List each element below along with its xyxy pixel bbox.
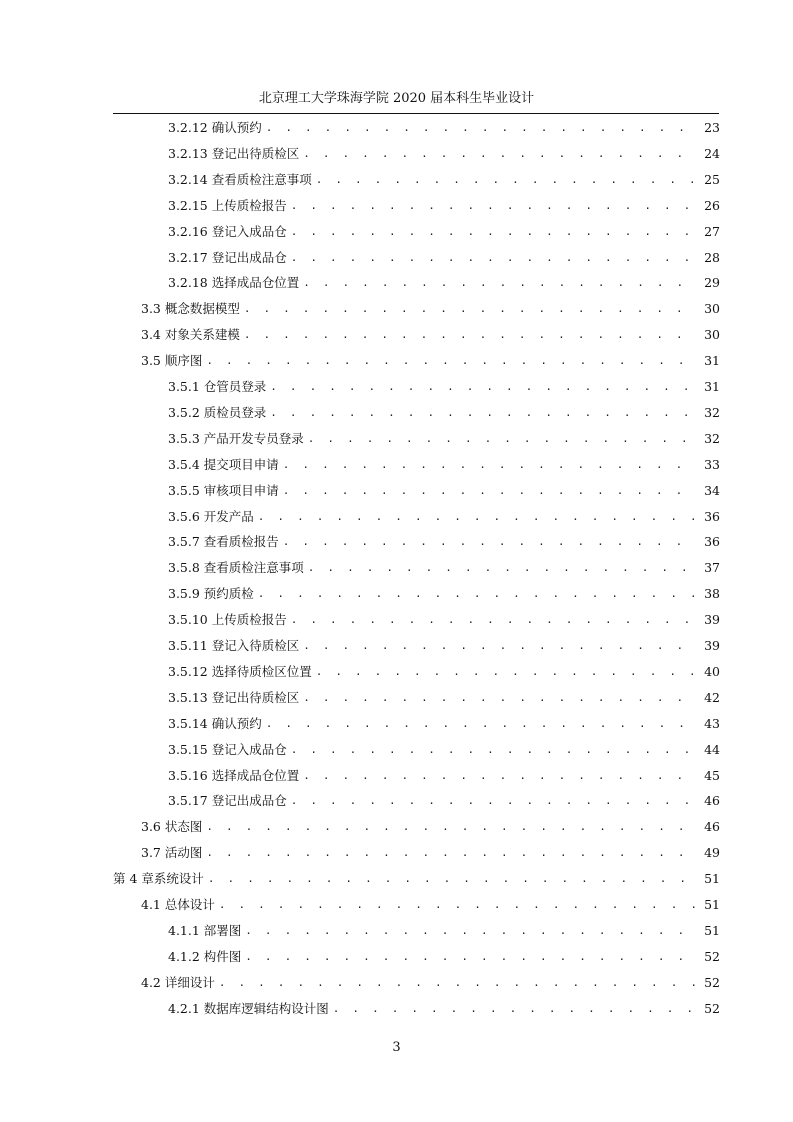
toc-entry-label: 3.5.16 选择成品仓位置 xyxy=(168,767,300,783)
toc-leader-dots xyxy=(283,483,696,499)
toc-entry-label: 3.5 顺序图 xyxy=(141,353,203,369)
toc-entry-label: 3.5.11 登记入待质检区 xyxy=(168,638,300,653)
toc-entry-label: 3.4 对象关系建模 xyxy=(141,327,240,343)
toc-entry[interactable] xyxy=(168,141,720,167)
toc-leader-dots xyxy=(316,172,696,188)
toc-entry-label: 3.5.10 上传质检报告 xyxy=(168,612,287,628)
toc-entry[interactable] xyxy=(141,840,720,866)
toc-leader-dots xyxy=(270,379,696,395)
toc-entry-label: 3.5.9 预约质检 xyxy=(168,586,254,602)
toc-entry-page: 30 xyxy=(704,327,720,343)
toc-entry-page: 37 xyxy=(704,560,720,576)
toc-entry[interactable] xyxy=(168,193,720,219)
toc-entry-label: 3.5.14 确认预约 xyxy=(168,715,262,731)
toc-entry[interactable] xyxy=(168,581,720,607)
toc-entry[interactable] xyxy=(141,892,720,918)
toc-entry-page: 38 xyxy=(704,586,720,602)
toc-entry-page: 31 xyxy=(704,379,720,394)
toc-entry[interactable] xyxy=(168,245,720,271)
toc-leader-dots xyxy=(316,664,696,680)
toc-entry[interactable] xyxy=(168,607,720,633)
toc-entry-label: 4.1.2 构件图 xyxy=(168,948,242,964)
toc-entry[interactable] xyxy=(141,296,720,322)
toc-leader-dots xyxy=(291,224,696,240)
toc-entry-label: 3.7 活动图 xyxy=(141,845,203,861)
toc-entry[interactable] xyxy=(168,659,720,685)
toc-entry-page: 52 xyxy=(704,974,720,990)
toc-entry-label: 3.5.6 开发产品 xyxy=(168,508,254,524)
toc-entry-label: 3.2.17 登记出成品仓 xyxy=(168,249,287,265)
toc-leader-dots xyxy=(266,716,696,732)
toc-entry[interactable] xyxy=(168,219,720,245)
toc-entry[interactable] xyxy=(168,944,720,970)
toc-entry-label: 3.2.14 查看质检注意事项 xyxy=(168,171,312,187)
toc-entry[interactable] xyxy=(168,555,720,581)
toc-leader-dots xyxy=(270,405,696,421)
toc-entry-page: 45 xyxy=(704,767,720,783)
toc-leader-dots xyxy=(291,793,696,809)
toc-entry[interactable] xyxy=(168,788,720,814)
toc-entry-page: 25 xyxy=(704,171,720,187)
toc-entry-page: 51 xyxy=(704,922,720,938)
toc-leader-dots xyxy=(245,949,696,965)
toc-entry-page: 36 xyxy=(704,534,720,550)
toc-leader-dots xyxy=(258,586,696,602)
toc-entry-label: 4.2 详细设计 xyxy=(141,974,215,990)
toc-entry-label: 3.5.15 登记入成品仓 xyxy=(168,741,287,757)
toc-entry-label: 4.1.1 部署图 xyxy=(168,922,242,938)
toc-leader-dots xyxy=(291,198,696,214)
toc-leader-dots xyxy=(303,768,696,784)
toc-entry-label: 3.5.3 产品开发专员登录 xyxy=(168,430,304,446)
toc-entry-label: 3.5.2 质检员登录 xyxy=(168,404,267,420)
toc-leader-dots xyxy=(219,975,696,991)
header-rule xyxy=(113,113,719,114)
toc-entry[interactable] xyxy=(168,763,720,789)
toc-entry[interactable] xyxy=(141,970,720,996)
toc-entry-label: 4.1 总体设计 xyxy=(141,897,215,912)
toc-entry-label: 3.5.17 登记出成品仓 xyxy=(168,793,287,809)
toc-entry[interactable] xyxy=(168,633,720,659)
toc-entry-label: 3.2.15 上传质检报告 xyxy=(168,197,287,213)
toc-entry-label: 3.2.18 选择成品仓位置 xyxy=(168,275,300,291)
toc-entry-page: 46 xyxy=(704,793,720,809)
toc-leader-dots xyxy=(206,353,696,369)
toc-entry[interactable] xyxy=(168,452,720,478)
toc-entry-label: 3.5.13 登记出待质检区 xyxy=(168,689,300,705)
toc-entry-page: 39 xyxy=(704,612,720,628)
toc-leader-dots xyxy=(208,871,696,887)
toc-entry[interactable] xyxy=(141,322,720,348)
toc-entry[interactable] xyxy=(168,737,720,763)
toc-entry-label: 3.6 状态图 xyxy=(141,819,203,835)
toc-entry-label: 3.3 概念数据模型 xyxy=(141,301,240,317)
toc-entry-label: 3.5.5 审核项目申请 xyxy=(168,482,279,498)
toc-entry[interactable] xyxy=(168,400,720,426)
toc-leader-dots xyxy=(283,534,696,550)
toc-entry-page: 51 xyxy=(704,871,720,887)
toc-entry-label: 3.5.12 选择待质检区位置 xyxy=(168,663,312,679)
toc-entry-label: 3.5.7 查看质检报告 xyxy=(168,534,279,550)
toc-entry-label: 第 4 章系统设计 xyxy=(113,871,204,887)
toc-entry-label: 3.5.1 仓管员登录 xyxy=(168,379,267,394)
toc-entry-page: 28 xyxy=(704,249,720,265)
toc-entry[interactable] xyxy=(141,814,720,840)
toc-entry-page: 34 xyxy=(704,482,720,498)
toc-leader-dots xyxy=(303,690,696,706)
toc-leader-dots xyxy=(291,250,696,266)
toc-leader-dots xyxy=(303,638,696,654)
toc-entry-page: 24 xyxy=(704,145,720,161)
toc-entry-page: 30 xyxy=(704,301,720,317)
toc-entry[interactable] xyxy=(168,504,720,530)
toc-entry-label: 3.2.12 确认预约 xyxy=(168,120,262,135)
toc-entry-page: 49 xyxy=(704,845,720,861)
toc-leader-dots xyxy=(219,897,696,913)
toc-entry-label: 4.2.1 数据库逻辑结构设计图 xyxy=(168,1000,329,1016)
toc-entry[interactable] xyxy=(168,711,720,737)
toc-entry-page: 33 xyxy=(704,456,720,472)
toc-leader-dots xyxy=(308,560,696,576)
toc-entry-page: 36 xyxy=(704,508,720,524)
toc-entry[interactable] xyxy=(168,167,720,193)
toc-entry[interactable] xyxy=(168,374,720,400)
toc-entry[interactable] xyxy=(168,426,720,452)
toc-leader-dots xyxy=(303,275,696,291)
toc-entry-page: 31 xyxy=(704,353,720,369)
toc-entry-page: 46 xyxy=(704,819,720,835)
toc-entry-page: 39 xyxy=(704,638,720,653)
toc-leader-dots xyxy=(303,146,696,162)
toc-entry[interactable] xyxy=(168,529,720,555)
toc-leader-dots xyxy=(283,457,696,473)
toc-leader-dots xyxy=(291,742,696,758)
toc-entry[interactable] xyxy=(168,115,720,141)
toc-leader-dots xyxy=(245,923,696,939)
toc-entry[interactable] xyxy=(113,866,720,892)
toc-entry[interactable] xyxy=(141,348,720,374)
toc-leader-dots xyxy=(258,509,696,525)
toc-entry-page: 32 xyxy=(704,430,720,446)
page-number: 3 xyxy=(392,1040,401,1055)
toc-leader-dots xyxy=(206,845,696,861)
toc-entry-page: 26 xyxy=(704,197,720,213)
toc-leader-dots xyxy=(308,431,696,447)
toc-entry-page: 40 xyxy=(704,663,720,679)
toc-leader-dots xyxy=(244,327,696,343)
toc-entry-label: 3.2.16 登记入成品仓 xyxy=(168,223,287,239)
toc-entry[interactable] xyxy=(168,685,720,711)
toc-entry-page: 51 xyxy=(704,897,720,912)
toc-entry[interactable] xyxy=(168,270,720,296)
toc-entry[interactable] xyxy=(168,478,720,504)
toc-leader-dots xyxy=(266,120,696,136)
toc-entry[interactable] xyxy=(168,996,720,1022)
toc-entry-page: 43 xyxy=(704,715,720,731)
toc-entry-page: 44 xyxy=(704,741,720,757)
toc-entry-page: 29 xyxy=(704,275,720,291)
toc-entry-label: 3.5.4 提交项目申请 xyxy=(168,456,279,472)
toc-leader-dots xyxy=(206,819,696,835)
toc-entry-page: 52 xyxy=(704,1000,720,1016)
toc-entry-page: 23 xyxy=(704,120,720,135)
toc-entry-page: 52 xyxy=(704,948,720,964)
toc-entry-label: 3.2.13 登记出待质检区 xyxy=(168,145,300,161)
toc-leader-dots xyxy=(244,301,696,317)
toc-entry-page: 32 xyxy=(704,404,720,420)
toc-leader-dots xyxy=(333,1001,696,1017)
page-header: 北京理工大学珠海学院 2020 届本科生毕业设计 xyxy=(258,91,535,106)
toc-entry-label: 3.5.8 查看质检注意事项 xyxy=(168,560,304,576)
toc-leader-dots xyxy=(291,612,696,628)
toc-entry-page: 27 xyxy=(704,223,720,239)
toc-entry[interactable] xyxy=(168,918,720,944)
toc-entry-page: 42 xyxy=(704,689,720,705)
